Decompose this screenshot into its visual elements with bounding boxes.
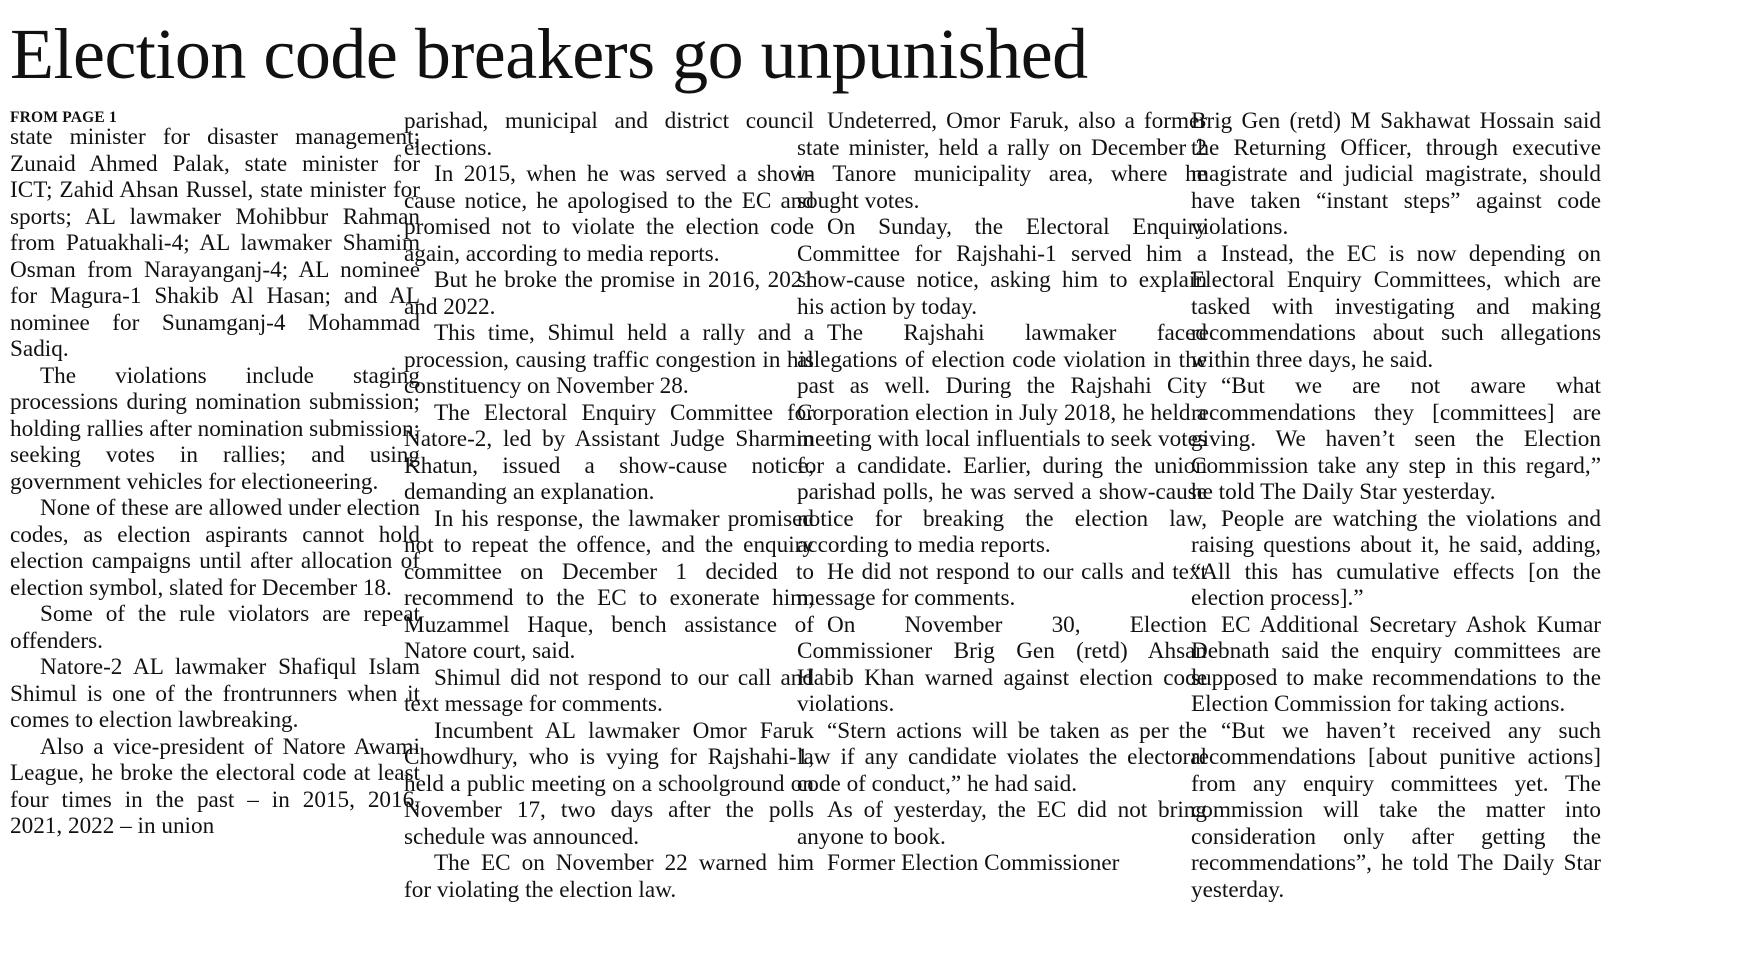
paragraph: On Sunday, the Electoral Enquiry Committee for Rajshahi-1 served him a show-cause notice, asking him to explain his action by today. bbox=[797, 214, 1207, 320]
column-1 bbox=[10, 108, 420, 840]
paragraph: But he broke the promise in 2016, 2021 and 2022. bbox=[404, 267, 814, 320]
paragraph: state minister for disaster management; Zunaid Ahmed Palak, state minister for ICT; Zahid Ahsan Russel, state minister for sports; AL lawmaker Mohibbur Rahman from Patuakhali-4; AL lawmaker Shamim Osman from Narayanganj-4; AL nominee for Magura-1 Shakib Al Hasan; and AL nominee for Sunamganj-4 Mohammad Sadiq. bbox=[10, 124, 420, 362]
paragraph: The Rajshahi lawmaker faced allegations of election code violation in the past as well. During the Rajshahi City Corporation election in July 2018, he held a meeting with local influentials to seek votes for a candidate. Earlier, during the union parishad polls, he was served a show-cause notice for breaking the election law, according to media reports. bbox=[797, 320, 1207, 558]
column-2 bbox=[404, 108, 814, 903]
paragraph: parishad, municipal and district council elections. bbox=[404, 108, 814, 161]
paragraph: “But we haven’t received any such recommendations [about punitive actions] from any enquiry committees yet. The commission will take the matter into consideration only after getting the recommendations”, he told The Daily Star yesterday. bbox=[1191, 717, 1601, 903]
column-3 bbox=[797, 108, 1207, 877]
paragraph: Natore-2 AL lawmaker Shafiqul Islam Shimul is one of the frontrunners when it comes to election lawbreaking. bbox=[10, 654, 420, 733]
paragraph: As of yesterday, the EC did not bring anyone to book. bbox=[797, 797, 1207, 850]
paragraph: Shimul did not respond to our call and text message for comments. bbox=[404, 664, 814, 717]
paragraph: Incumbent AL lawmaker Omor Faruk Chowdhury, who is vying for Rajshahi-1, held a public meeting on a schoolground on November 17, two days after the polls schedule was announced. bbox=[404, 717, 814, 850]
paragraph: “But we are not aware what recommendations they [committees] are giving. We haven’t seen the Election Commission take any step in this regard,” he told The Daily Star yesterday. bbox=[1191, 373, 1601, 505]
paragraph: On November 30, Election Commissioner Brig Gen (retd) Ahsan Habib Khan warned against election code violations. bbox=[797, 611, 1207, 717]
paragraph: This time, Shimul held a rally and a procession, causing traffic congestion in his constituency on November 28. bbox=[404, 320, 814, 399]
column-4 bbox=[1191, 108, 1601, 903]
paragraph: He did not respond to our calls and text message for comments. bbox=[797, 558, 1207, 611]
paragraph: Instead, the EC is now depending on Electoral Enquiry Committees, which are tasked with investigating and making recommendations about such allegations within three days, he said. bbox=[1191, 240, 1601, 373]
paragraph: Also a vice-president of Natore Awami League, he broke the electoral code at least four times in the past – in 2015, 2016, 2021, 2022 – in union bbox=[10, 733, 420, 839]
paragraph: Undeterred, Omor Faruk, also a former state minister, held a rally on December 2 in Tanore municipality area, where he sought votes. bbox=[797, 108, 1207, 214]
paragraph: None of these are allowed under election codes, as election aspirants cannot hold election campaigns until after allocation of election symbol, slated for December 18. bbox=[10, 495, 420, 601]
paragraph: In his response, the lawmaker promised not to repeat the offence, and the enquiry committee on December 1 decided to recommend to the EC to exonerate him, Muzammel Haque, bench assistance of Natore court, said. bbox=[404, 505, 814, 664]
paragraph: Brig Gen (retd) M Sakhawat Hossain said the Returning Officer, through executive magistrate and judicial magistrate, should have taken “instant steps” against code violations. bbox=[1191, 108, 1601, 240]
paragraph: People are watching the violations and raising questions about it, he said, adding, “All this has cumulative effects [on the election process].” bbox=[1191, 505, 1601, 611]
paragraph: The Electoral Enquiry Committee for Natore-2, led by Assistant Judge Sharmin Khatun, issued a show-cause notice, demanding an explanation. bbox=[404, 399, 814, 505]
paragraph: The violations include staging processions during nomination submission; holding rallies after nomination submission; seeking votes in rallies; and using government vehicles for electioneering. bbox=[10, 362, 420, 495]
jump-line: FROM PAGE 1 bbox=[10, 109, 117, 126]
paragraph: “Stern actions will be taken as per the law if any candidate violates the electoral code of conduct,” he had said. bbox=[797, 717, 1207, 797]
paragraph: Some of the rule violators are repeat offenders. bbox=[10, 601, 420, 654]
paragraph: The EC on November 22 warned him for violating the election law. bbox=[404, 850, 814, 903]
paragraph: Former Election Commissioner bbox=[827, 850, 1120, 876]
paragraph: EC Additional Secretary Ashok Kumar Debnath said the enquiry committees are supposed to make recommendations to the Election Commission for taking actions. bbox=[1191, 611, 1601, 717]
article-body bbox=[10, 108, 1734, 950]
headline: Election code breakers go unpunished bbox=[10, 14, 1088, 94]
paragraph: In 2015, when he was served a show-cause notice, he apologised to the EC and promised not to violate the election code again, according to media reports. bbox=[404, 161, 814, 267]
